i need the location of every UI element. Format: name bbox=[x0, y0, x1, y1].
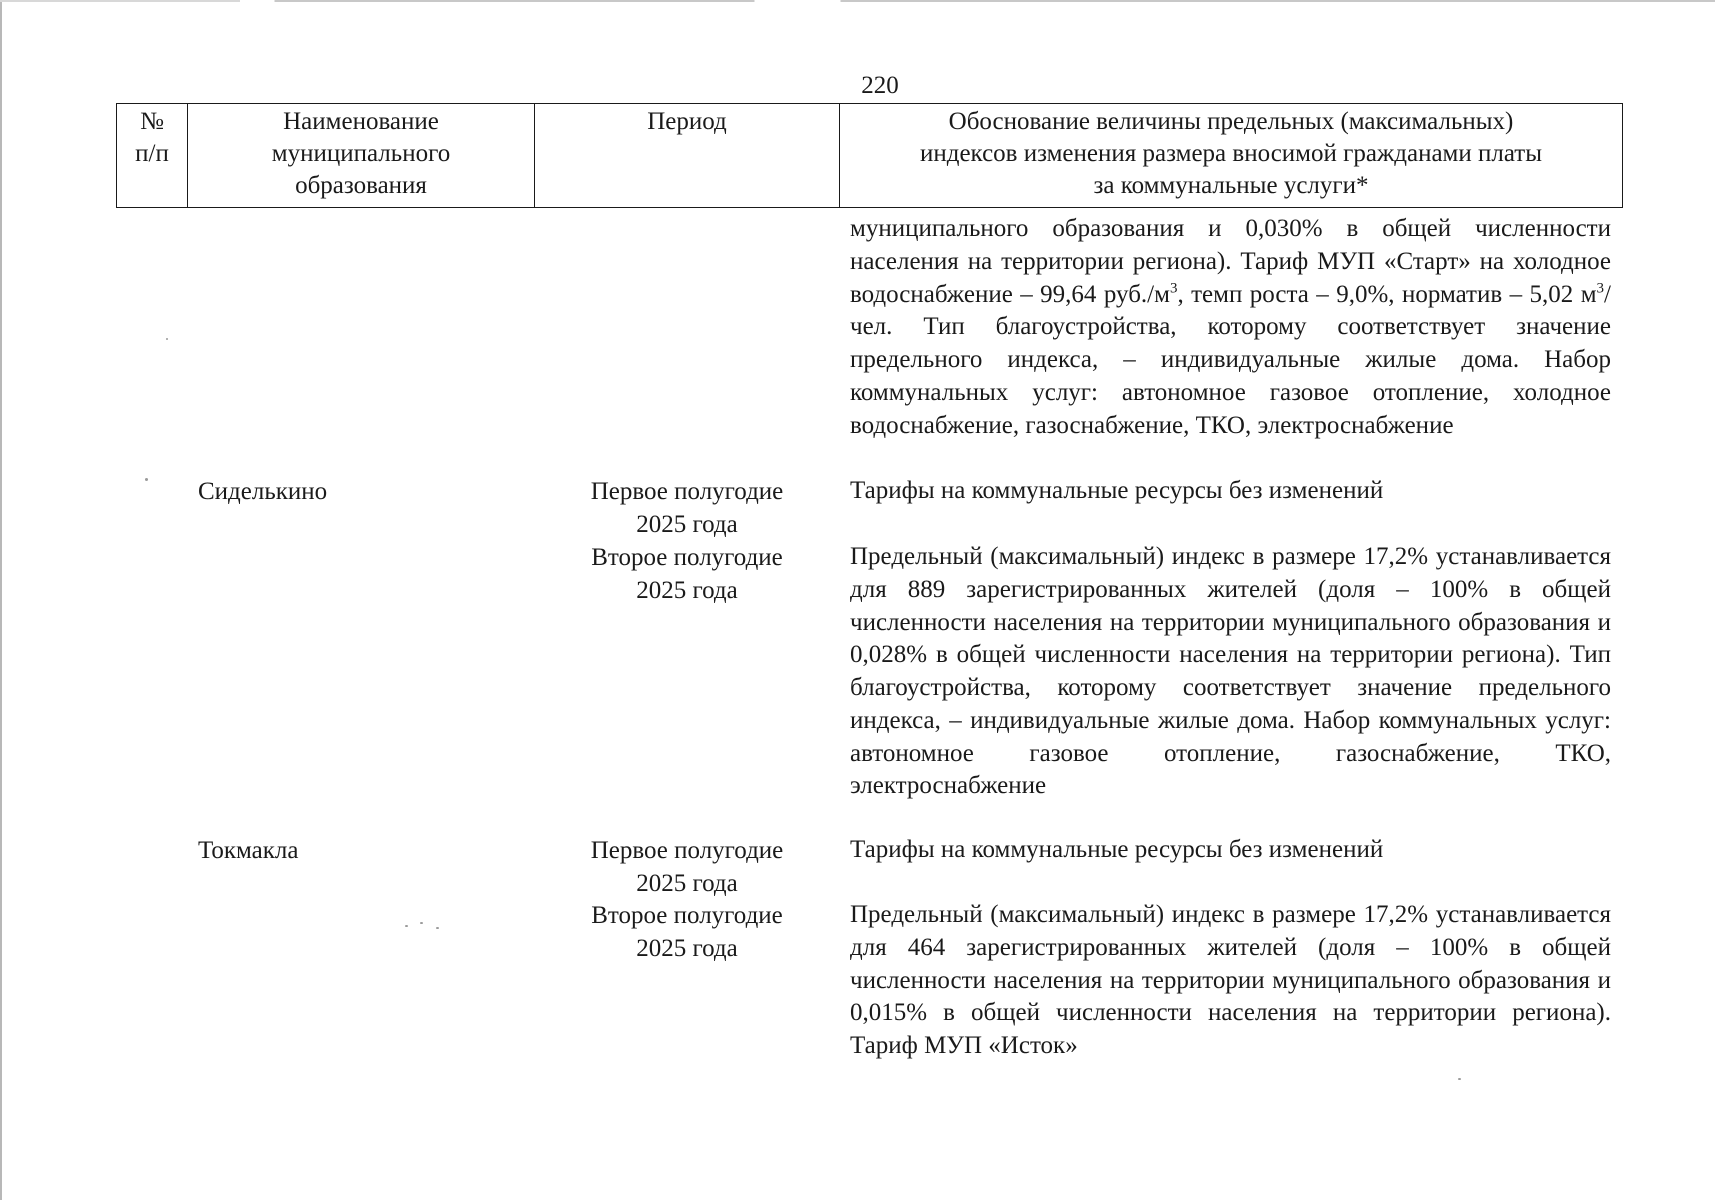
period: Второе полугодие 2025 года bbox=[591, 902, 783, 962]
text-fragment: муниципального образования и 0,030% в общей численности населения на территории региона). Тариф МУП «Старт» на холодное водоснабжение – 99,64 руб./м bbox=[850, 215, 1611, 308]
period: Первое полугодие 2025 года bbox=[590, 837, 784, 897]
period: Второе полугодие 2025 года bbox=[591, 544, 783, 604]
justification-text: Тарифы на коммунальные ресурсы без изменений bbox=[850, 836, 1384, 863]
scan-speck bbox=[166, 338, 168, 340]
scan-edge bbox=[0, 0, 2, 1200]
scan-speck bbox=[405, 925, 408, 927]
municipality-name: Токмакла bbox=[198, 837, 299, 864]
text-fragment: , темп роста – 9,0%, норматив – 5,02 м bbox=[1177, 280, 1597, 308]
scan-speck bbox=[420, 922, 423, 924]
scan-speck bbox=[145, 478, 148, 481]
superscript: 3 bbox=[1169, 280, 1178, 297]
period: Первое полугодие 2025 года bbox=[590, 478, 784, 538]
justification-text: Предельный (максимальный) индекс в размере 17,2% устанавливается для 889 зарегистрированных жителей (доля – 100% в общей численности населения на территории муниципального образования и 0,028% в общей численности населения на территории региона). Тип благоустройства, которому соответствует значение предельного индекса, – индивидуальные жилые дома. Набор коммунальных услуг: автономное газовое отопление, газоснабжение, ТКО, электроснабжение bbox=[850, 543, 1611, 800]
text-fragment: /чел. Тип благоустройства, которому соответствует значение предельного индекса, – индивидуальные жилые дома. Набор коммунальных услуг: автономное газовое отопление, холодное водоснабжение, газоснабжение, ТКО, электроснабжение bbox=[850, 280, 1611, 439]
scan-speck bbox=[436, 927, 439, 929]
justification-text: Тарифы на коммунальные ресурсы без изменений bbox=[850, 477, 1384, 504]
superscript: 3 bbox=[1596, 280, 1605, 297]
header-municipality: Наименование муниципального образования bbox=[188, 104, 535, 208]
header-justification: Обоснование величины предельных (максимальных) индексов изменения размера вносимой гражданами платы за коммунальные услуги* bbox=[840, 104, 1623, 208]
table-header bbox=[116, 103, 1623, 208]
justification-text: Предельный (максимальный) индекс в размере 17,2% устанавливается для 464 зарегистрированных жителей (доля – 100% в общей численности населения на территории муниципального образования и 0,015% в общей численности населения на территории региона). Тариф МУП «Исток» bbox=[850, 901, 1611, 1059]
scan-speck bbox=[1458, 1078, 1461, 1080]
header-number: № п/п bbox=[117, 104, 188, 208]
justification-text bbox=[850, 213, 1611, 442]
header-period: Период bbox=[535, 104, 840, 208]
municipality-name: Сиделькино bbox=[198, 478, 328, 505]
scan-edge bbox=[0, 0, 1715, 2]
page-number: 220 bbox=[861, 72, 899, 99]
